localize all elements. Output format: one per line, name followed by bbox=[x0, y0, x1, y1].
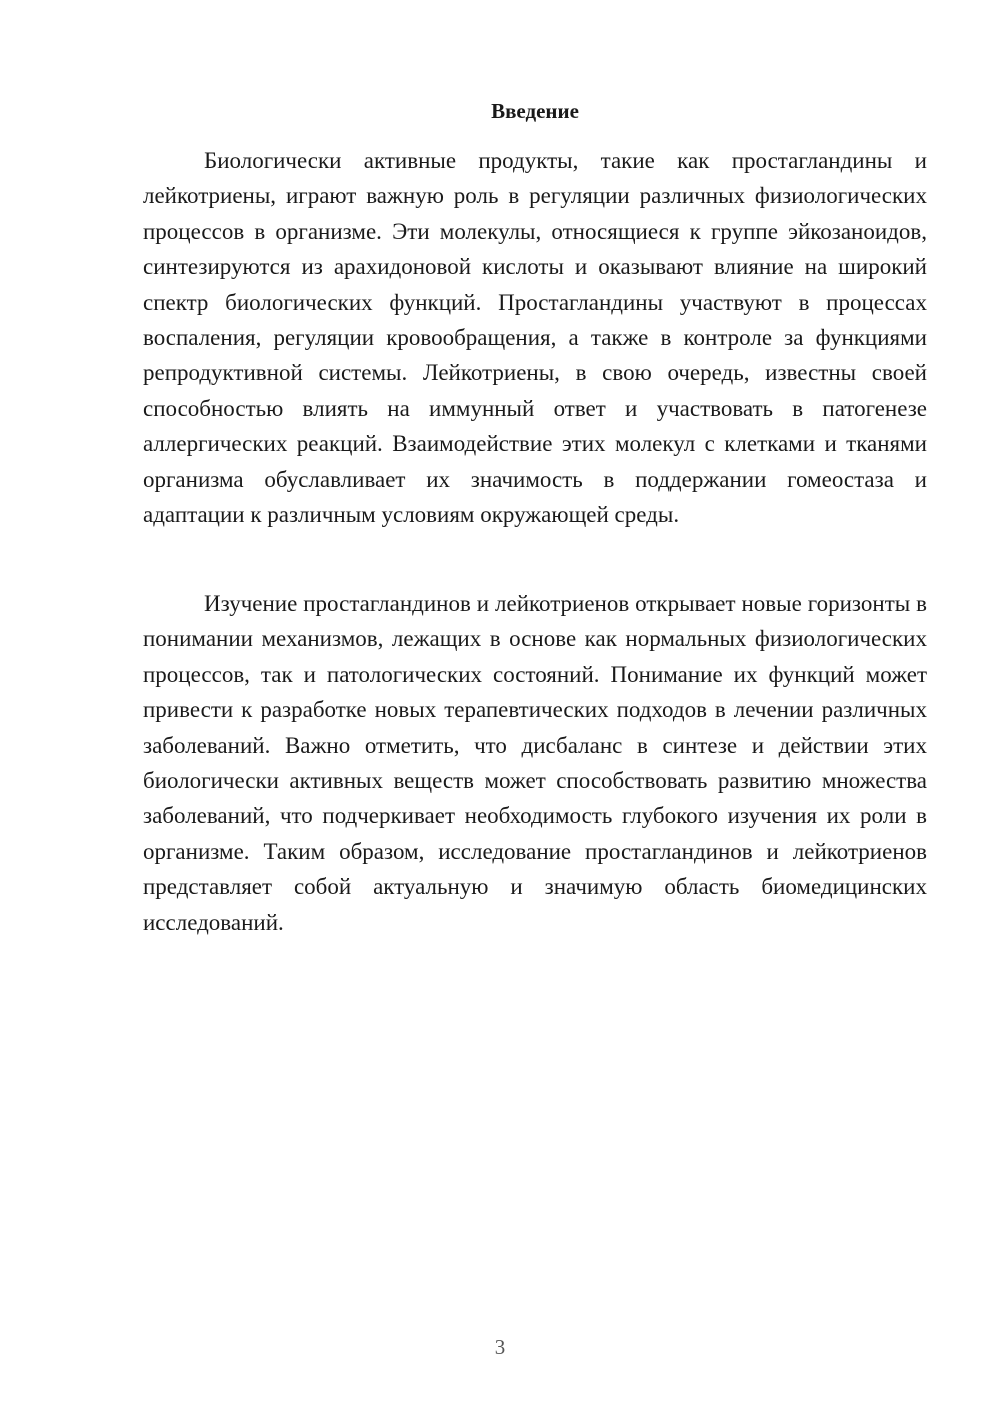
page-number: 3 bbox=[494, 1335, 506, 1359]
paragraph-intro: Биологически активные продукты, такие как простагландины и лейкотриены, играют важную роль в регуляции различных физиологических процессов в организме. Эти молекулы, относящиеся к группе эйкозаноидов, синтезируются из арахидоновой кислоты и оказывают влияние на широкий спектр биологических функций. Простагландины участвуют в процессах воспаления, регуляции кровообращения, а также в контроле за функциями репродуктивной системы. Лейкотриены, в свою очередь, известны своей способностью влиять на иммунный ответ и участвовать в патогенезе аллергических реакций. Взаимодействие этих молекул с клетками и тканями организма обуславливает их значимость в поддержании гомеостаза и адаптации к различным условиям окружающей среды. bbox=[143, 148, 927, 528]
paragraph-study: Изучение простагландинов и лейкотриенов открывает новые горизонты в понимании механизмов, лежащих в основе как нормальных физиологических процессов, так и патологических состояний. Понимание их функций может привести к разработке новых терапевтических подходов в лечении различных заболеваний. Важно отметить, что дисбаланс в синтезе и действии этих биологически активных веществ может способствовать развитию множества заболеваний, что подчеркивает необходимость глубокого изучения их роли в организме. Таким образом, исследование простагландинов и лейкотриенов представляет собой актуальную и значимую область биомедицинских исследований. bbox=[143, 591, 927, 935]
page-title: Введение bbox=[491, 99, 579, 123]
